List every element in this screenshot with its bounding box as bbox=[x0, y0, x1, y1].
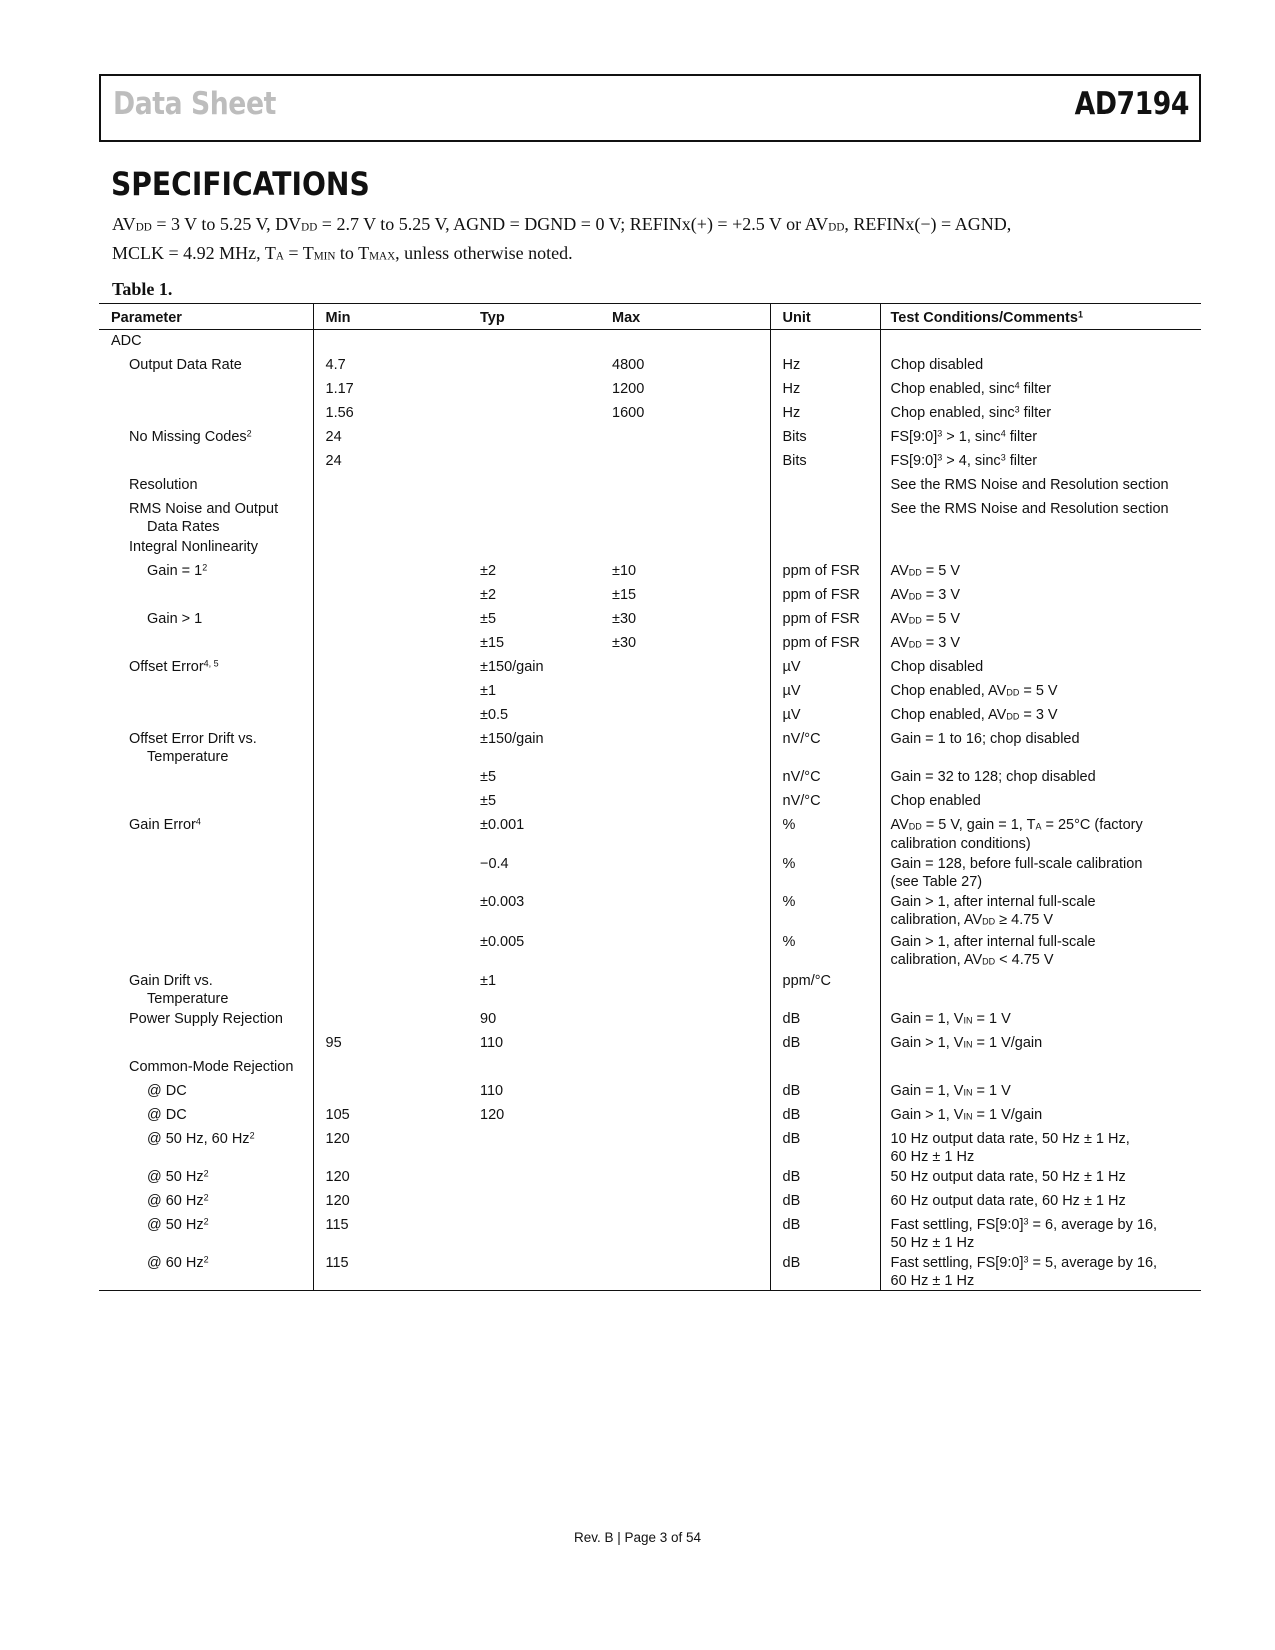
cell-parameter bbox=[99, 853, 313, 891]
cell-unit: µV bbox=[770, 656, 880, 680]
cell-typ: ±0.003 bbox=[480, 894, 525, 911]
table-row bbox=[99, 728, 1201, 766]
cell-parameter: No Missing Codes$^2$ bbox=[99, 426, 313, 450]
cell-unit: % bbox=[770, 931, 880, 970]
table-row bbox=[99, 704, 1201, 728]
cell-typ: ±150/gain bbox=[480, 659, 544, 675]
cell-min bbox=[313, 536, 480, 560]
cell-min bbox=[313, 728, 480, 766]
cell-max bbox=[612, 656, 770, 680]
cell-min: 24 bbox=[325, 429, 342, 445]
cell-unit: dB bbox=[770, 1080, 880, 1104]
cell-max: 1200 bbox=[612, 378, 770, 402]
cell-conditions: Fast settling, FS[9:0]$^3$ = 5, average by 16, 60 Hz ± 1 Hz bbox=[890, 1254, 1158, 1290]
cell-max bbox=[612, 1190, 770, 1214]
cell-unit: Hz bbox=[770, 378, 880, 402]
cell-parameter: ADC bbox=[99, 330, 313, 355]
cell-min: 115 bbox=[325, 1217, 349, 1234]
cell-max bbox=[612, 728, 770, 766]
cell-unit: µV bbox=[770, 680, 880, 704]
table-row bbox=[99, 1008, 1201, 1032]
cell-max bbox=[612, 1214, 770, 1252]
cell-unit: dB bbox=[770, 1252, 880, 1291]
table-row bbox=[99, 354, 1201, 378]
cell-conditions: Gain > 1, $V_{IN} = 1$ V/gain bbox=[890, 1035, 1043, 1052]
cell-max bbox=[612, 330, 770, 355]
cell-parameter: Integral Nonlinearity bbox=[99, 536, 313, 560]
table-row bbox=[99, 1166, 1201, 1190]
header-part-number: AD7194 bbox=[1074, 86, 1189, 122]
page-header bbox=[99, 74, 1201, 142]
table-row bbox=[99, 931, 1201, 970]
header-min: Min bbox=[313, 304, 480, 330]
cell-typ: ±1 bbox=[480, 683, 497, 699]
cell-typ bbox=[480, 1166, 612, 1190]
cell-conditions: See the RMS Noise and Resolution section bbox=[890, 501, 1169, 517]
cell-max bbox=[612, 766, 770, 790]
table-row bbox=[99, 330, 1201, 355]
header-conditions: Test Conditions/Comments$^1$ bbox=[880, 304, 1201, 330]
cell-typ bbox=[480, 1056, 612, 1080]
cell-unit bbox=[770, 1056, 880, 1080]
cell-max: ±30 bbox=[612, 608, 770, 632]
header-typ: Typ bbox=[480, 304, 612, 330]
cell-typ bbox=[480, 498, 612, 536]
cell-min bbox=[313, 584, 480, 608]
cell-min: 95 bbox=[325, 1035, 342, 1052]
cell-unit: Hz bbox=[770, 402, 880, 426]
cell-typ: 120 bbox=[480, 1107, 505, 1124]
table-row bbox=[99, 1252, 1201, 1291]
cell-parameter bbox=[99, 766, 313, 790]
cell-parameter: @ 50 Hz, 60 Hz$^2$ bbox=[99, 1128, 313, 1166]
cell-max bbox=[612, 1080, 770, 1104]
table-row bbox=[99, 426, 1201, 450]
cell-parameter: Gain > 1 bbox=[99, 608, 313, 632]
table-row bbox=[99, 474, 1201, 498]
cell-conditions: $AV_{DD} = 3$ V bbox=[890, 587, 961, 603]
cell-min bbox=[313, 330, 480, 355]
cell-min bbox=[313, 1056, 480, 1080]
cell-unit: Bits bbox=[770, 426, 880, 450]
cell-min bbox=[313, 608, 480, 632]
cell-unit bbox=[770, 536, 880, 560]
table-row bbox=[99, 680, 1201, 704]
table-caption: Table 1. bbox=[112, 279, 173, 299]
cell-unit: dB bbox=[770, 1190, 880, 1214]
cell-min: 120 bbox=[325, 1193, 350, 1210]
cell-unit: dB bbox=[770, 1032, 880, 1056]
cell-conditions bbox=[880, 536, 1201, 560]
table-row bbox=[99, 1056, 1201, 1080]
cell-conditions: Chop disabled bbox=[890, 659, 984, 675]
cell-max: ±15 bbox=[612, 584, 770, 608]
cell-max: 4800 bbox=[612, 354, 770, 378]
cell-unit: nV/°C bbox=[770, 790, 880, 814]
cell-unit bbox=[770, 474, 880, 498]
cell-conditions: Chop disabled bbox=[890, 357, 984, 373]
cell-typ bbox=[480, 354, 612, 378]
cell-conditions: $AV_{DD} = 5$ V, gain = 1, $T_A = 25^\circ C$ (factory calibration conditions) bbox=[890, 817, 1143, 853]
cell-conditions: Fast settling, FS[9:0]$^3$ = 6, average by 16, 50 Hz ± 1 Hz bbox=[890, 1216, 1158, 1252]
cell-min: 24 bbox=[325, 453, 342, 469]
cell-min bbox=[313, 891, 480, 930]
cell-typ bbox=[480, 426, 612, 450]
cell-max bbox=[612, 931, 770, 970]
cell-typ: 110 bbox=[480, 1035, 504, 1052]
cell-conditions: Gain > 1, after internal full-scale calibration, $AV_{DD} \ge 4.75$ V bbox=[890, 894, 1096, 929]
cell-unit: nV/°C bbox=[770, 728, 880, 766]
cell-max bbox=[612, 536, 770, 560]
cell-typ: −0.4 bbox=[480, 856, 509, 873]
cell-max bbox=[612, 704, 770, 728]
cell-typ bbox=[480, 474, 612, 498]
cell-conditions: Gain > 1, after internal full-scale calibration, $AV_{DD} < 4.75$ V bbox=[890, 933, 1096, 968]
cell-parameter bbox=[99, 931, 313, 970]
table-row bbox=[99, 1080, 1201, 1104]
cell-parameter bbox=[99, 584, 313, 608]
cell-max bbox=[612, 1252, 770, 1291]
cell-min bbox=[313, 853, 480, 891]
cell-parameter: Power Supply Rejection bbox=[99, 1008, 313, 1032]
cell-parameter bbox=[99, 450, 313, 474]
table-row bbox=[99, 1190, 1201, 1214]
specifications-table bbox=[99, 303, 1201, 1291]
cell-typ: ±15 bbox=[480, 635, 505, 651]
cell-parameter: @ 50 Hz$^2$ bbox=[99, 1214, 313, 1252]
cell-min: 4.7 bbox=[325, 357, 346, 373]
cell-typ: ±1 bbox=[480, 973, 497, 990]
cell-min bbox=[313, 1080, 480, 1104]
cell-unit: % bbox=[770, 853, 880, 891]
cell-typ bbox=[480, 330, 612, 355]
cell-min: 115 bbox=[325, 1255, 349, 1272]
cell-conditions bbox=[880, 330, 1201, 355]
header-parameter: Parameter bbox=[99, 304, 313, 330]
cell-parameter: Offset Error Drift vs. Temperature bbox=[99, 728, 313, 766]
cell-min bbox=[313, 680, 480, 704]
table-row bbox=[99, 1104, 1201, 1128]
cell-unit: Bits bbox=[770, 450, 880, 474]
table-row bbox=[99, 536, 1201, 560]
cell-unit: dB bbox=[770, 1008, 880, 1032]
cell-max bbox=[612, 891, 770, 930]
cell-unit bbox=[770, 330, 880, 355]
table-header-row bbox=[99, 304, 1201, 330]
cell-min bbox=[313, 632, 480, 656]
cell-max bbox=[612, 970, 770, 1008]
cell-parameter bbox=[99, 378, 313, 402]
cell-conditions: Chop enabled, sinc$^4$ filter bbox=[890, 380, 1052, 397]
cell-typ bbox=[480, 1128, 612, 1166]
cell-max bbox=[612, 1032, 770, 1056]
section-title: SPECIFICATIONS bbox=[111, 165, 370, 203]
cell-parameter: RMS Noise and Output Data Rates bbox=[99, 498, 313, 536]
cell-conditions: FS[9:0]$^3$ > 4, sinc$^3$ filter bbox=[890, 452, 1038, 469]
cell-conditions: $AV_{DD} = 5$ V bbox=[890, 563, 961, 579]
cell-unit: ppm of FSR bbox=[770, 584, 880, 608]
cell-min bbox=[313, 814, 480, 853]
cell-parameter bbox=[99, 632, 313, 656]
table-row bbox=[99, 766, 1201, 790]
page-footer: Rev. B | Page 3 of 54 bbox=[573, 1530, 702, 1545]
cell-conditions: Gain > 1, $V_{IN} = 1$ V/gain bbox=[890, 1107, 1043, 1124]
cell-typ bbox=[480, 1214, 612, 1252]
cell-typ: ±0.5 bbox=[480, 707, 509, 723]
cell-max bbox=[612, 790, 770, 814]
cell-max bbox=[612, 498, 770, 536]
cell-parameter: Offset Error$^{4, 5}$ bbox=[99, 656, 313, 680]
cell-conditions bbox=[880, 970, 1201, 1008]
cell-parameter bbox=[99, 704, 313, 728]
cell-unit bbox=[770, 498, 880, 536]
cell-conditions: Gain = 1, $V_{IN} = 1$ V bbox=[890, 1011, 1011, 1028]
cell-conditions: Gain = 1 to 16; chop disabled bbox=[890, 731, 1080, 747]
cell-conditions: $AV_{DD} = 3$ V bbox=[890, 635, 961, 651]
cell-typ: ±2 bbox=[480, 563, 497, 579]
cell-parameter: @ DC bbox=[99, 1104, 313, 1128]
cell-typ bbox=[480, 1252, 612, 1291]
cell-max bbox=[612, 853, 770, 891]
cell-unit: nV/°C bbox=[770, 766, 880, 790]
cell-min bbox=[313, 766, 480, 790]
cell-unit: % bbox=[770, 891, 880, 930]
cell-unit: dB bbox=[770, 1128, 880, 1166]
header-max: Max bbox=[612, 304, 770, 330]
table-row bbox=[99, 814, 1201, 853]
cell-conditions: 10 Hz output data rate, 50 Hz ± 1 Hz, 60 Hz ± 1 Hz bbox=[890, 1131, 1130, 1166]
cell-conditions: Chop enabled bbox=[890, 793, 981, 809]
cell-typ: ±150/gain bbox=[480, 731, 544, 747]
cell-conditions: See the RMS Noise and Resolution section bbox=[890, 477, 1169, 493]
cell-parameter: @ 50 Hz$^2$ bbox=[99, 1166, 313, 1190]
cell-unit: ppm of FSR bbox=[770, 560, 880, 584]
cell-max: ±10 bbox=[612, 560, 770, 584]
cell-conditions: 50 Hz output data rate, 50 Hz ± 1 Hz bbox=[890, 1169, 1126, 1186]
cell-max bbox=[612, 1104, 770, 1128]
cell-conditions: FS[9:0]$^3$ > 1, sinc$^4$ filter bbox=[890, 428, 1038, 445]
cell-parameter: Common-Mode Rejection bbox=[99, 1056, 313, 1080]
table-row bbox=[99, 402, 1201, 426]
table-row bbox=[99, 656, 1201, 680]
cell-unit: dB bbox=[770, 1104, 880, 1128]
cell-min bbox=[313, 1008, 480, 1032]
cell-conditions bbox=[880, 1056, 1201, 1080]
cell-parameter: @ 60 Hz$^2$ bbox=[99, 1190, 313, 1214]
cell-conditions: Gain = 32 to 128; chop disabled bbox=[890, 769, 1096, 785]
cell-unit: dB bbox=[770, 1214, 880, 1252]
cell-conditions: Gain = 1, $V_{IN} = 1$ V bbox=[890, 1083, 1011, 1100]
cell-parameter: Gain Drift vs. Temperature bbox=[99, 970, 313, 1008]
cell-typ: 90 bbox=[480, 1011, 497, 1028]
cell-unit: dB bbox=[770, 1166, 880, 1190]
cell-parameter bbox=[99, 402, 313, 426]
cell-parameter: @ 60 Hz$^2$ bbox=[99, 1252, 313, 1291]
cell-min bbox=[313, 970, 480, 1008]
cell-parameter: Gain = $1^2$ bbox=[99, 560, 313, 584]
cell-unit: µV bbox=[770, 704, 880, 728]
cell-max bbox=[612, 1128, 770, 1166]
cell-max: ±30 bbox=[612, 632, 770, 656]
table-row bbox=[99, 1128, 1201, 1166]
cell-min: 120 bbox=[325, 1169, 350, 1186]
cell-typ: ±0.005 bbox=[480, 933, 525, 950]
table-row bbox=[99, 584, 1201, 608]
cell-typ bbox=[480, 536, 612, 560]
cell-typ bbox=[480, 378, 612, 402]
cell-max bbox=[612, 814, 770, 853]
cell-unit: Hz bbox=[770, 354, 880, 378]
table-row bbox=[99, 498, 1201, 536]
cell-min bbox=[313, 560, 480, 584]
conditions-text bbox=[112, 212, 1192, 269]
cell-conditions: $AV_{DD} = 5$ V bbox=[890, 611, 961, 627]
cell-typ: ±5 bbox=[480, 769, 497, 785]
cell-max bbox=[612, 450, 770, 474]
conditions-line-1: $AV_{DD} = 3$ V to 5.25 V, $DV_{DD} = 2.7$ V to 5.25 V, AGND = DGND = 0 V; REFINx(+) = +2.5 V or $AV_{DD}$, REFINx(−) = AGND, bbox=[112, 214, 1012, 234]
cell-typ: ±5 bbox=[480, 611, 497, 627]
cell-min: 120 bbox=[325, 1131, 350, 1148]
table-row bbox=[99, 632, 1201, 656]
cell-max bbox=[612, 426, 770, 450]
cell-min bbox=[313, 931, 480, 970]
cell-typ: ±2 bbox=[480, 587, 497, 603]
table-row bbox=[99, 450, 1201, 474]
cell-unit: % bbox=[770, 814, 880, 853]
table-row bbox=[99, 970, 1201, 1008]
table-row bbox=[99, 1214, 1201, 1252]
cell-parameter bbox=[99, 1032, 313, 1056]
cell-typ bbox=[480, 402, 612, 426]
table-row bbox=[99, 790, 1201, 814]
cell-conditions: Gain = 128, before full-scale calibration (see Table 27) bbox=[890, 856, 1143, 891]
header-unit: Unit bbox=[770, 304, 880, 330]
cell-min bbox=[313, 790, 480, 814]
cell-parameter: Resolution bbox=[99, 474, 313, 498]
cell-min: 1.56 bbox=[325, 405, 354, 421]
cell-min bbox=[313, 498, 480, 536]
table-row bbox=[99, 378, 1201, 402]
cell-typ: 110 bbox=[480, 1083, 504, 1100]
cell-parameter bbox=[99, 891, 313, 930]
cell-parameter: @ DC bbox=[99, 1080, 313, 1104]
cell-conditions: Chop enabled, sinc$^3$ filter bbox=[890, 404, 1052, 421]
cell-parameter bbox=[99, 680, 313, 704]
cell-conditions: 60 Hz output data rate, 60 Hz ± 1 Hz bbox=[890, 1193, 1126, 1210]
cell-typ bbox=[480, 450, 612, 474]
cell-max bbox=[612, 1056, 770, 1080]
cell-max bbox=[612, 1008, 770, 1032]
table-row bbox=[99, 853, 1201, 891]
conditions-line-2: MCLK = 4.92 MHz, $T_A = T_{MIN}$ to $T_{MAX}$, unless otherwise noted. bbox=[112, 242, 573, 263]
table-row bbox=[99, 560, 1201, 584]
table-row bbox=[99, 608, 1201, 632]
cell-typ: ±0.001 bbox=[480, 817, 525, 833]
cell-parameter: Output Data Rate bbox=[99, 354, 313, 378]
cell-conditions: Chop enabled, $AV_{DD} = 3$ V bbox=[890, 707, 1058, 723]
cell-max bbox=[612, 474, 770, 498]
cell-min bbox=[313, 474, 480, 498]
cell-unit: ppm of FSR bbox=[770, 632, 880, 656]
cell-typ: ±5 bbox=[480, 793, 497, 809]
cell-typ bbox=[480, 1190, 612, 1214]
cell-unit: ppm of FSR bbox=[770, 608, 880, 632]
cell-max: 1600 bbox=[612, 402, 770, 426]
header-doc-type: Data Sheet bbox=[113, 86, 276, 122]
cell-min bbox=[313, 656, 480, 680]
cell-min: 1.17 bbox=[325, 381, 354, 397]
cell-min bbox=[313, 704, 480, 728]
cell-max bbox=[612, 1166, 770, 1190]
table-row bbox=[99, 891, 1201, 930]
table-row bbox=[99, 1032, 1201, 1056]
cell-parameter bbox=[99, 790, 313, 814]
cell-max bbox=[612, 680, 770, 704]
cell-min: 105 bbox=[325, 1107, 350, 1124]
cell-unit: ppm/°C bbox=[770, 970, 880, 1008]
cell-conditions: Chop enabled, $AV_{DD} = 5$ V bbox=[890, 683, 1058, 699]
cell-parameter: Gain Error$^4$ bbox=[99, 814, 313, 853]
